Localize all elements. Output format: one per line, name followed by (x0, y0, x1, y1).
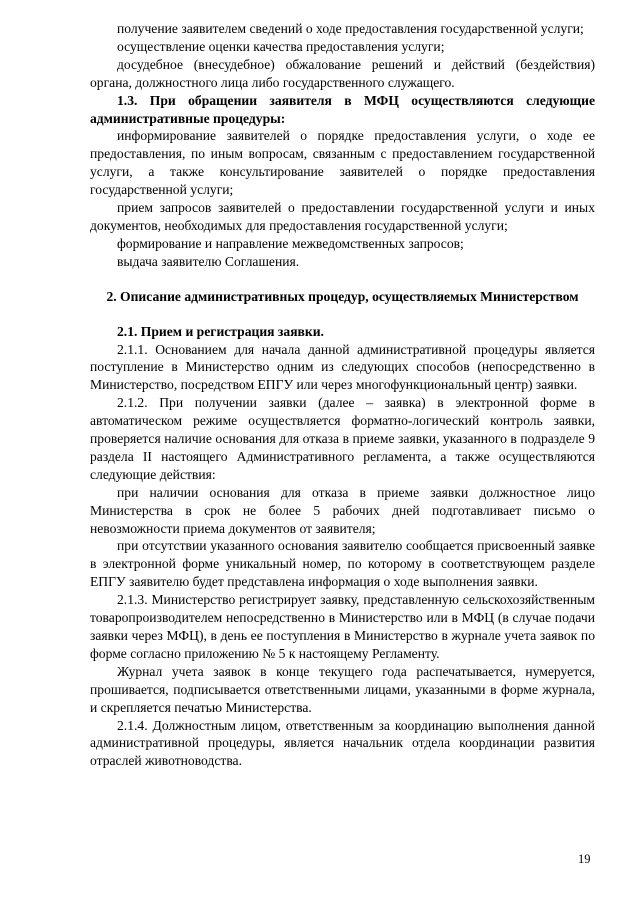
paragraph-2-1-3: 2.1.3. Министерство регистрирует заявку, представленную сельскохозяйственным товаропроизводителем непосредственно в Министерство или в МФЦ (в случае подачи заявки через МФЦ), в день ее поступления в Министерство в журнале учета заявок по форме согласно приложению № 5 к настоящему Регламенту. (90, 592, 595, 661)
paragraph-6: прием запросов заявителей о предоставлении государственной услуги и иных документов, необходимых для предоставления государственной услуги; (90, 200, 595, 233)
paragraph-7: формирование и направление межведомственных запросов; (117, 235, 464, 251)
paragraph-1: получение заявителем сведений о ходе предоставления государственной услуги; (117, 21, 584, 36)
paragraph-no-refusal: при отсутствии указанного основания заявителю сообщается присвоенный заявке в электронной форме уникальный номер, по которому в соответствующем разделе ЕПГУ заявителю будет представлена информация о ходе выполнения заявки. (90, 538, 595, 590)
paragraph-2-1-4: 2.1.4. Должностным лицом, ответственным за координацию выполнения данной административной процедуры, является начальник отдела координации развития отраслей животноводства. (90, 717, 595, 769)
section-heading-1-3: 1.3. При обращении заявителя в МФЦ осуществляются следующие административные процедуры: (90, 92, 595, 126)
chapter-heading-2: 2. Описание административных процедур, осуществляемых Министерством (106, 288, 579, 304)
paragraph-2-1-1: 2.1.1. Основанием для начала данной административной процедуры является поступление в Министерство одним из следующих способов (непосредственно в Министерство, посредством ЕПГУ или через многофункциональный центр) заявки. (90, 341, 595, 393)
paragraph-2: осуществление оценки качества предоставления услуги; (117, 38, 445, 54)
section-heading-2-1: 2.1. Прием и регистрация заявки. (117, 323, 324, 339)
document-body (90, 20, 595, 770)
page-number: 19 (578, 852, 591, 866)
paragraph-8: выдача заявителю Соглашения. (117, 253, 300, 269)
paragraph-3: досудебное (внесудебное) обжалование решений и действий (бездействия) органа, должностного лица либо государственного служащего. (90, 56, 595, 90)
paragraph-refusal: при наличии основания для отказа в приеме заявки должностное лицо Министерства в срок не более 5 рабочих дней подготавливает письмо о невозможности приема документов от заявителя; (90, 484, 595, 536)
paragraph-journal: Журнал учета заявок в конце текущего года распечатывается, нумеруется, прошивается, подписывается ответственными лицами, указанными в форме журнала, и скрепляется печатью Министерства. (90, 663, 595, 715)
paragraph-5: информирование заявителей о порядке предоставления услуги, о ходе ее предоставления, по иным вопросам, связанным с предоставлением государственной услуги, а также консультирование заявителей о порядке предоставления государственной услуги; (90, 128, 595, 198)
paragraph-2-1-2: 2.1.2. При получении заявки (далее – заявка) в электронной форме в автоматическом режиме осуществляется форматно-логический контроль заявки, проверяется наличие основания для отказа в приеме заявки, указанного в подразделе 9 раздела II настоящего Административного регламента, а также осуществляются следующие действия: (90, 395, 595, 482)
